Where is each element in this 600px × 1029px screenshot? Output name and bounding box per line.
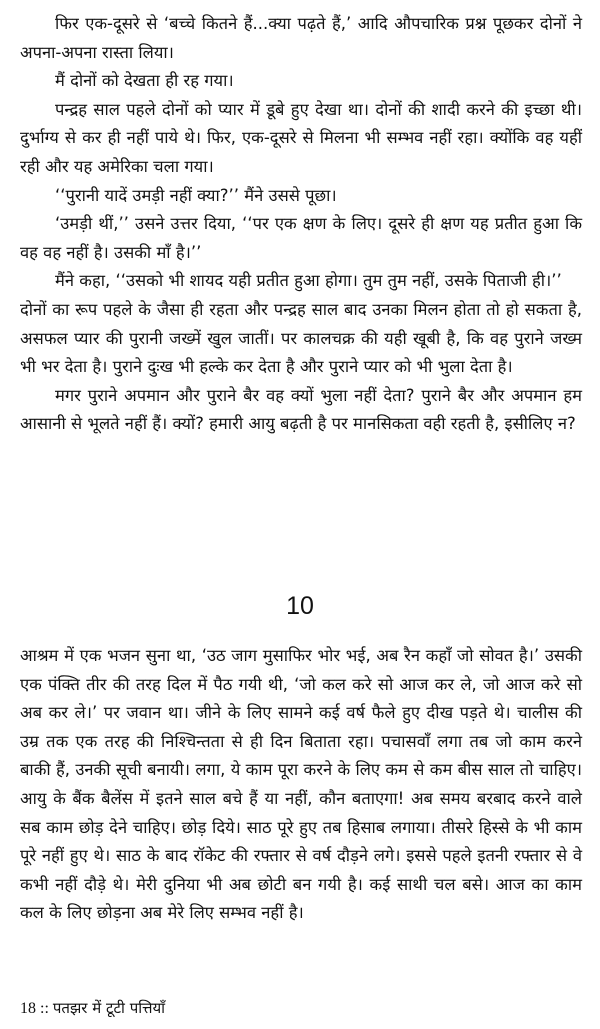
chapter-number: 10 — [286, 592, 314, 620]
paragraph: मैं दोनों को देखता ही रह गया। — [55, 71, 234, 91]
paragraph: मगर पुराने अपमान और पुराने बैर वह क्यों भुला नहीं देता? पुराने बैर और अपमान हम आसानी से भूलते नहीं हैं। क्यों? हमारी आयु बढ़ती है पर मानसिकता वही रहती है, इसीलिए न? — [20, 385, 582, 434]
paragraph: पन्द्रह साल पहले दोनों को प्यार में डूबे हुए देखा था। दोनों की शादी करने की इच्छा थी। दुर्भाग्य से कर ही नहीं पाये थे। फिर, एक-दूसरे से मिलना भी सम्भव नहीं रहा। क्योंकि वह यहीं रही और यह अमेरिका चला गया। — [20, 99, 582, 176]
chapter-text — [20, 642, 582, 928]
paragraph: फिर एक-दूसरे से ‘बच्चे कितने हैं...क्या पढ़ते हैं,’ आदि औपचारिक प्रश्न पूछकर दोनों ने अपना-अपना रास्ता लिया। — [20, 14, 582, 62]
paragraph: दोनों का रूप पहले के जैसा ही रहता और पन्द्रह साल बाद उनका मिलन होता तो हो सकता है, असफल प्यार की पुरानी जख्में खुल जातीं। पर कालचक्र की यही खूबी है, कि वह पुराने जख्म भी भर देता है। पुराने दुःख भी हल्के कर देता है और पुराने प्यार को भी भुला देता है। — [20, 299, 582, 377]
paragraph: ‘‘पुरानी यादें उमड़ी नहीं क्या?’’ मैंने उससे पूछा। — [55, 185, 337, 205]
book-title: पतझर में टूटी पत्तियाँ — [52, 999, 166, 1017]
page-footer — [20, 996, 165, 1021]
page-number: 18 — [20, 1000, 36, 1017]
footer-separator: :: — [40, 1000, 49, 1017]
paragraph: आश्रम में एक भजन सुना था, ‘उठ जाग मुसाफिर भोर भई, अब रैन कहाँ जो सोवत है।’ उसकी एक पंक्ति तीर की तरह दिल में पैठ गयी थी, ‘जो कल करे सो आज कर ले, जो आज करे सो अब कर ले।’ पर जवान था। जीने के लिए सामने कई वर्ष फैले हुए दीख पड़ते थे। चालीस की उम्र तक एक तरह की निश्चिन्तता से ही दिन बिताता रहा। पचासवाँ लगा तब जो काम करने बाकी हैं, उनकी सूची बनायी। लगा, ये काम पूरा करने के लिए कम से कम बीस साल तो चाहिए। आयु के बैंक बैलेंस में इतने साल बचे हैं या नहीं, कौन बताएगा! अब समय बरबाद करने वाले सब काम छोड़ देने चाहिए। छोड़ दिये। साठ पूरे हुए तब हिसाब लगाया। तीसरे हिस्से के भी काम पूरे नहीं हुए थे। साठ के बाद रॉकेट की रफ्तार से वर्ष दौड़ने लगे। इससे पहले इतनी रफ्तार से वे कभी नहीं दौड़े थे। मेरी दुनिया भी अब छोटी बन गयी है। कई साथी चल बसे। आज का काम कल के लिए छोड़ना अब मेरे लिए सम्भव नहीं है। — [20, 646, 582, 923]
paragraph: मैंने कहा, ‘‘उसको भी शायद यही प्रतीत हुआ होगा। तुम तुम नहीं, उसके पिताजी ही।’’ — [55, 271, 562, 291]
previous-chapter-text — [20, 10, 582, 439]
paragraph: ‘उमड़ी थीं,’’ उसने उत्तर दिया, ‘‘पर एक क्षण के लिए। दूसरे ही क्षण यह प्रतीत हुआ कि वह वह नहीं है। उसकी माँ है।’’ — [20, 214, 582, 262]
